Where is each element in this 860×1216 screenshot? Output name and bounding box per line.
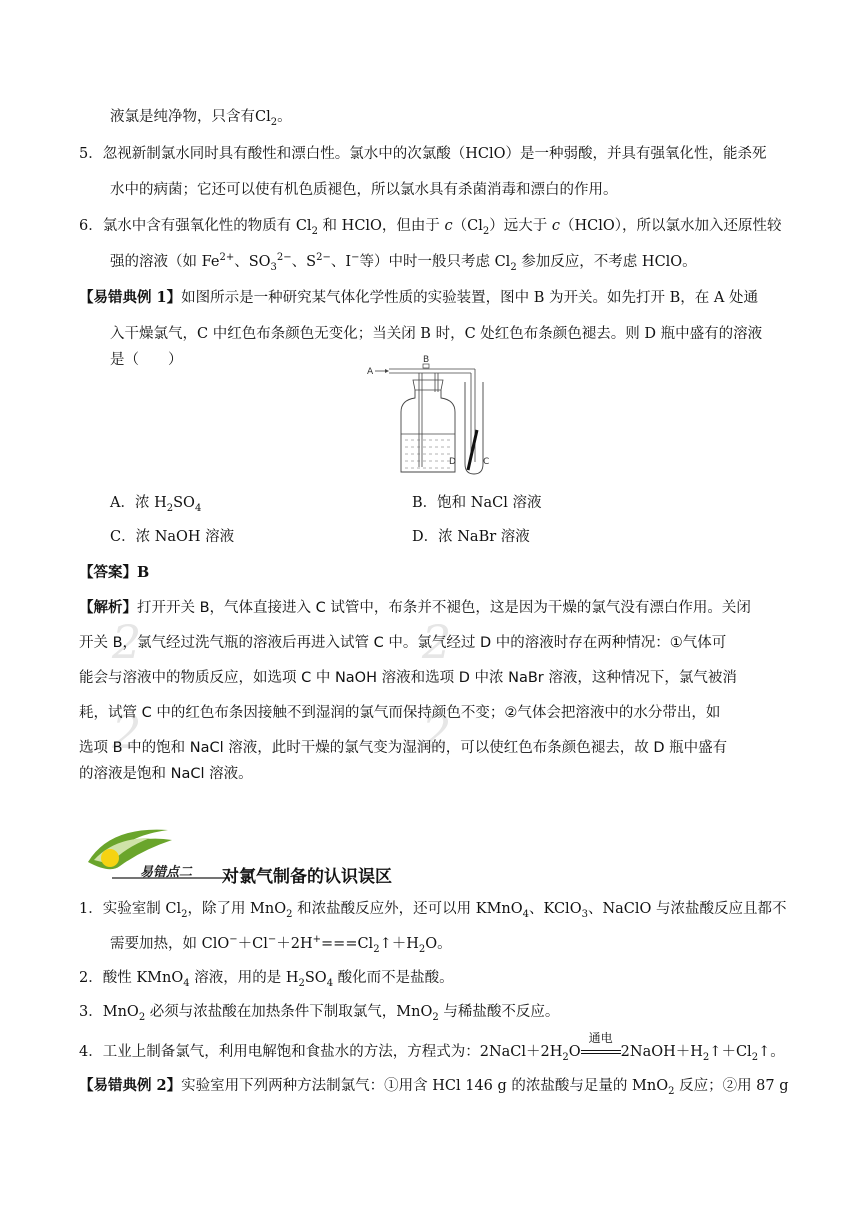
subscript: 2 bbox=[702, 1051, 710, 1063]
subscript: 4 bbox=[183, 977, 190, 989]
text: 水中的病菌；它还可以使有机色质褪色，所以氯水具有杀菌消毒和漂白的作用。 bbox=[110, 182, 618, 198]
text: SO bbox=[173, 495, 195, 511]
svg-text:2: 2 bbox=[112, 705, 142, 759]
text: 需要加热，如 ClO bbox=[110, 936, 230, 952]
example-1 bbox=[79, 288, 758, 308]
text: 等）中时一般只考虑 Cl bbox=[359, 254, 511, 270]
example-2 bbox=[79, 1076, 789, 1096]
text: 。 bbox=[277, 109, 292, 125]
text: 工业上制备氯气，利用电解饱和食盐水的方法，方程式为：2NaCl＋2H bbox=[102, 1044, 563, 1060]
subscript: 2 bbox=[482, 225, 490, 237]
text: 酸化而不是盐酸。 bbox=[333, 970, 454, 986]
list-item-1 bbox=[79, 899, 787, 919]
list-item-5 bbox=[79, 144, 767, 164]
condition-text: 通电 bbox=[588, 1031, 613, 1045]
text: 如图所示是一种研究某气体化学性质的实验装置，图中 B 为开关。如先打开 B，在 A 处通 bbox=[181, 290, 758, 306]
text: ↑＋H bbox=[379, 936, 419, 952]
superscript: 2− bbox=[316, 252, 331, 264]
text-line bbox=[110, 180, 618, 200]
section-logo bbox=[80, 822, 230, 890]
text: 打开开关 B，气体直接进入 C 试管中，布条并不褪色，这是因为干燥的氯气没有漂白作用。关闭 bbox=[137, 600, 751, 616]
superscript: − bbox=[229, 934, 238, 946]
text: ）远大于 bbox=[489, 218, 552, 234]
superscript: + bbox=[312, 934, 322, 946]
text: 、S bbox=[291, 254, 317, 270]
subscript: 3 bbox=[581, 908, 588, 920]
text: 【答案】B bbox=[79, 564, 150, 581]
item-number: 3． bbox=[79, 1004, 103, 1020]
text: MnO bbox=[102, 1004, 139, 1020]
subscript: 2 bbox=[510, 261, 517, 273]
subscript: 2 bbox=[373, 943, 380, 955]
subscript: 3 bbox=[270, 261, 277, 273]
item-number: 1． bbox=[79, 901, 103, 917]
subscript: 2 bbox=[432, 1011, 439, 1023]
text: 是（ ） bbox=[110, 352, 183, 368]
subscript: 2 bbox=[418, 943, 426, 955]
equals-rule bbox=[581, 1050, 621, 1054]
text: 强的溶液（如 Fe bbox=[110, 254, 220, 270]
item-number: 5． bbox=[79, 146, 103, 162]
superscript: − bbox=[267, 934, 277, 946]
section-title: 对氯气制备的认识误区 bbox=[222, 867, 392, 887]
list-item-3 bbox=[79, 1002, 559, 1022]
text-line bbox=[79, 668, 737, 688]
item-number: 4． bbox=[79, 1044, 103, 1060]
answer bbox=[79, 563, 149, 583]
svg-text:2: 2 bbox=[422, 705, 452, 759]
option-c bbox=[110, 527, 234, 547]
text: （HClO），所以氯水加入还原性较 bbox=[560, 218, 782, 234]
subscript: 2 bbox=[166, 502, 174, 514]
text: ↑。 bbox=[758, 1044, 785, 1060]
text: ，除了用 MnO bbox=[187, 901, 287, 917]
label-a: A bbox=[367, 367, 374, 377]
text: 实验室用下列两种方法制氯气：①用含 HCl 146 g 的浓盐酸与足量的 MnO bbox=[181, 1078, 669, 1094]
subscript: 4 bbox=[326, 977, 334, 989]
text: （Cl bbox=[452, 218, 483, 234]
text: 必须与浓盐酸在加热条件下制取氯气，MnO bbox=[145, 1004, 433, 1020]
subscript: 2 bbox=[138, 1011, 146, 1023]
text: 、I bbox=[330, 254, 352, 270]
text: 选项 B 中的饱和 NaCl 溶液，此时干燥的氯气变为湿润的，可以使红色布条颜色褪去，故 D 瓶中盛有 bbox=[79, 740, 728, 756]
label-d: D bbox=[449, 457, 456, 467]
text-line bbox=[79, 703, 720, 723]
text: c bbox=[444, 218, 453, 234]
text: 溶液，用的是 H bbox=[189, 970, 299, 986]
option-b bbox=[412, 493, 541, 513]
example-tag: 【易错典例 1】 bbox=[79, 289, 182, 306]
analysis bbox=[79, 598, 751, 618]
subscript: 4 bbox=[522, 908, 530, 920]
text: 液氯是纯净物，只含有 bbox=[110, 109, 255, 125]
text: 和浓盐酸反应外，还可以用 KMnO bbox=[292, 901, 523, 917]
text: 参加反应，不考虑 HClO。 bbox=[516, 254, 697, 270]
subscript: 2 bbox=[286, 908, 293, 920]
text: 耗，试管 C 中的红色布条因接触不到湿润的氯气而保持颜色不变；②气体会把溶液中的水分带出，如 bbox=[79, 705, 721, 721]
text: ↑＋Cl bbox=[709, 1044, 752, 1060]
svg-text:2: 2 bbox=[422, 615, 452, 669]
text: 氯水中含有强氧化性的物质有 Cl bbox=[102, 218, 312, 234]
text: 实验室制 Cl bbox=[102, 901, 182, 917]
text-line bbox=[79, 764, 253, 784]
text: C．浓 NaOH 溶液 bbox=[110, 529, 235, 545]
text-line bbox=[110, 252, 697, 272]
list-item-2 bbox=[79, 968, 454, 988]
option-d bbox=[412, 527, 530, 547]
text: ＋2H bbox=[276, 936, 313, 952]
text: SO bbox=[304, 970, 327, 986]
list-item-4 bbox=[79, 1031, 785, 1063]
text: 、NaClO 与浓盐酸反应且都不 bbox=[587, 901, 787, 917]
text: 忽视新制氯水同时具有酸性和漂白性。氯水中的次氯酸（HClO）是一种弱酸，并具有强氧化性，能杀死 bbox=[102, 146, 767, 162]
logo-text: 易错点二 bbox=[140, 865, 193, 880]
list-item-6 bbox=[79, 216, 782, 236]
text: 入干燥氯气，C 中红色布条颜色无变化；当关闭 B 时，C 处红色布条颜色褪去。则 D 瓶中盛有的溶液 bbox=[110, 326, 763, 342]
text: 、SO bbox=[234, 254, 271, 270]
text: ===Cl bbox=[321, 936, 374, 952]
text: c bbox=[551, 218, 561, 234]
subscript: 2 bbox=[311, 225, 318, 237]
apparatus-figure bbox=[365, 352, 505, 480]
text: Cl bbox=[255, 109, 271, 125]
subscript: 2 bbox=[562, 1051, 569, 1063]
text: 能会与溶液中的物质反应，如选项 C 中 NaOH 溶液和选项 D 中浓 NaBr 溶液，这种情况下，氯气被消 bbox=[79, 670, 737, 686]
analysis-tag: 【解析】 bbox=[79, 600, 137, 616]
text-line bbox=[110, 350, 183, 370]
label-c: C bbox=[483, 457, 490, 467]
option-a bbox=[110, 493, 201, 513]
text: 的溶液是饱和 NaCl 溶液。 bbox=[79, 766, 253, 782]
text: A．浓 H bbox=[110, 495, 167, 511]
label-b: B bbox=[423, 355, 430, 365]
text-line bbox=[110, 324, 762, 344]
text-line bbox=[110, 107, 292, 127]
text: 开关 B，氯气经过洗气瓶的溶液后再进入试管 C 中。氯气经过 D 中的溶液时存在两种情况：①气体可 bbox=[79, 635, 727, 651]
reaction-condition bbox=[581, 1031, 621, 1062]
superscript: 2+ bbox=[219, 252, 235, 264]
svg-text:2: 2 bbox=[112, 615, 142, 669]
subscript: 2 bbox=[298, 977, 305, 989]
superscript: 2− bbox=[276, 252, 292, 264]
text: 和 HClO，但由于 bbox=[317, 218, 445, 234]
superscript: − bbox=[351, 252, 360, 264]
text-line bbox=[79, 738, 727, 758]
item-number: 6． bbox=[79, 218, 103, 234]
text: 酸性 KMnO bbox=[102, 970, 184, 986]
text: 反应；②用 87 g bbox=[674, 1078, 789, 1094]
subscript: 2 bbox=[668, 1085, 675, 1097]
text: B．饱和 NaCl 溶液 bbox=[412, 495, 542, 511]
text: 2NaOH＋H bbox=[620, 1044, 703, 1060]
text: 、KClO bbox=[529, 901, 582, 917]
subscript: 2 bbox=[751, 1051, 759, 1063]
text-line bbox=[79, 633, 726, 653]
text: 与稀盐酸不反应。 bbox=[438, 1004, 560, 1020]
text-line bbox=[110, 934, 452, 954]
text: O bbox=[568, 1044, 581, 1060]
text: ＋Cl bbox=[237, 936, 268, 952]
example-tag: 【易错典例 2】 bbox=[79, 1077, 182, 1094]
text: O。 bbox=[425, 936, 452, 952]
subscript: 2 bbox=[181, 908, 188, 920]
text: D．浓 NaBr 溶液 bbox=[412, 529, 530, 545]
subscript: 2 bbox=[270, 116, 278, 128]
subscript: 4 bbox=[194, 502, 202, 514]
item-number: 2． bbox=[79, 970, 103, 986]
